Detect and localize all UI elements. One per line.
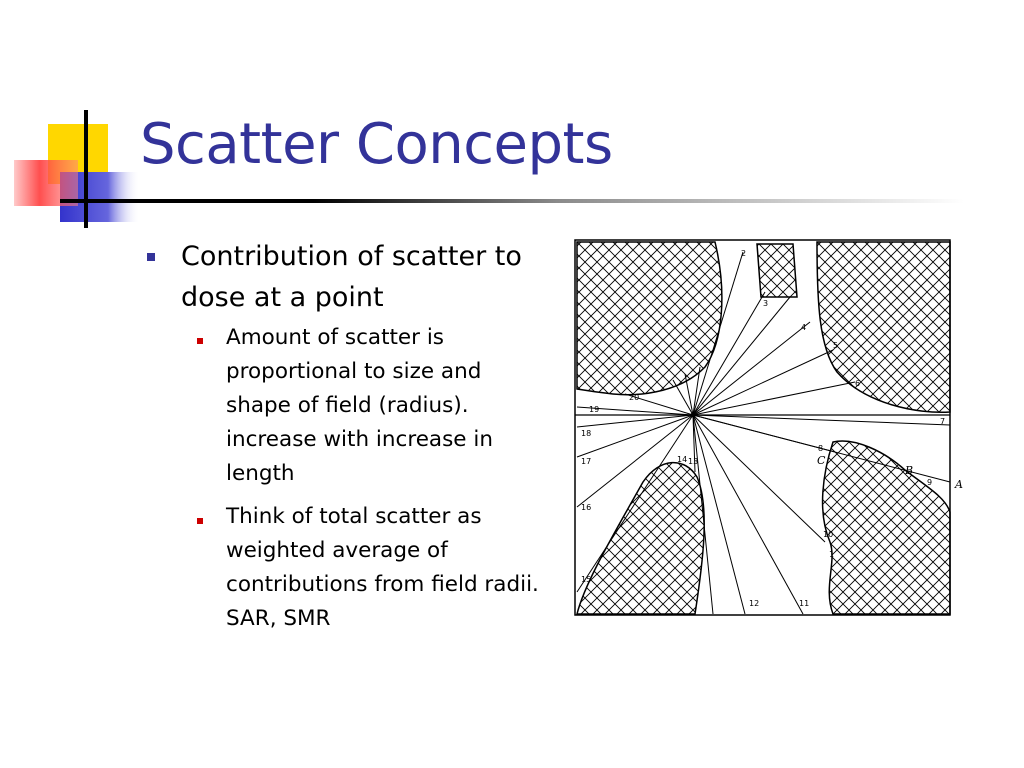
bullet-level1: Contribution of scatter to dose at a point [181, 241, 522, 313]
level2-bullet-marker [197, 518, 203, 524]
hatched-block-top-left [577, 242, 722, 395]
radius-label: 9 [927, 478, 933, 487]
radius-label: 8 [818, 444, 824, 453]
point-label-b: B [905, 464, 914, 477]
bullet-level2: Amount of scatter is proportional to size and shape of field (radius). increase with increase in length [226, 325, 493, 486]
radius-label: 7 [940, 417, 946, 426]
radius-label: 4 [801, 323, 807, 332]
hatched-block-top-center [757, 244, 797, 297]
scatter-radii-diagram [555, 232, 965, 624]
deco-vertical-bar [84, 110, 88, 228]
level1-bullet-marker [147, 253, 155, 261]
radius-label: 16 [581, 503, 592, 512]
radius-label: 11 [799, 599, 810, 608]
radius-label: 10 [823, 530, 834, 539]
point-label-c: C [817, 454, 826, 467]
radius-label: 1 [829, 550, 835, 559]
radius-label: 3 [763, 299, 769, 308]
slide-title: Scatter Concepts [140, 112, 613, 177]
corner-decoration [0, 0, 140, 240]
radius-label: 12 [749, 599, 760, 608]
level2-bullet-marker [197, 338, 203, 344]
radius-label: 19 [589, 405, 600, 414]
radius-label: 2 [741, 249, 747, 258]
bullet-level2: Think of total scatter as weighted average of contributions from field radii. SAR, SMR [226, 504, 539, 631]
radius-label: 15 [581, 575, 592, 584]
radius-label: 14 [677, 455, 688, 464]
radius-label: 17 [581, 457, 592, 466]
radius-label: 5 [833, 341, 839, 350]
radius-label: 20 [629, 393, 640, 402]
point-label-a: A [955, 478, 963, 491]
radius-label: 13 [688, 457, 699, 466]
title-underline [60, 199, 964, 203]
radius-label: 18 [581, 429, 592, 438]
calculation-point [691, 413, 696, 418]
radius-label: 6 [855, 379, 861, 388]
